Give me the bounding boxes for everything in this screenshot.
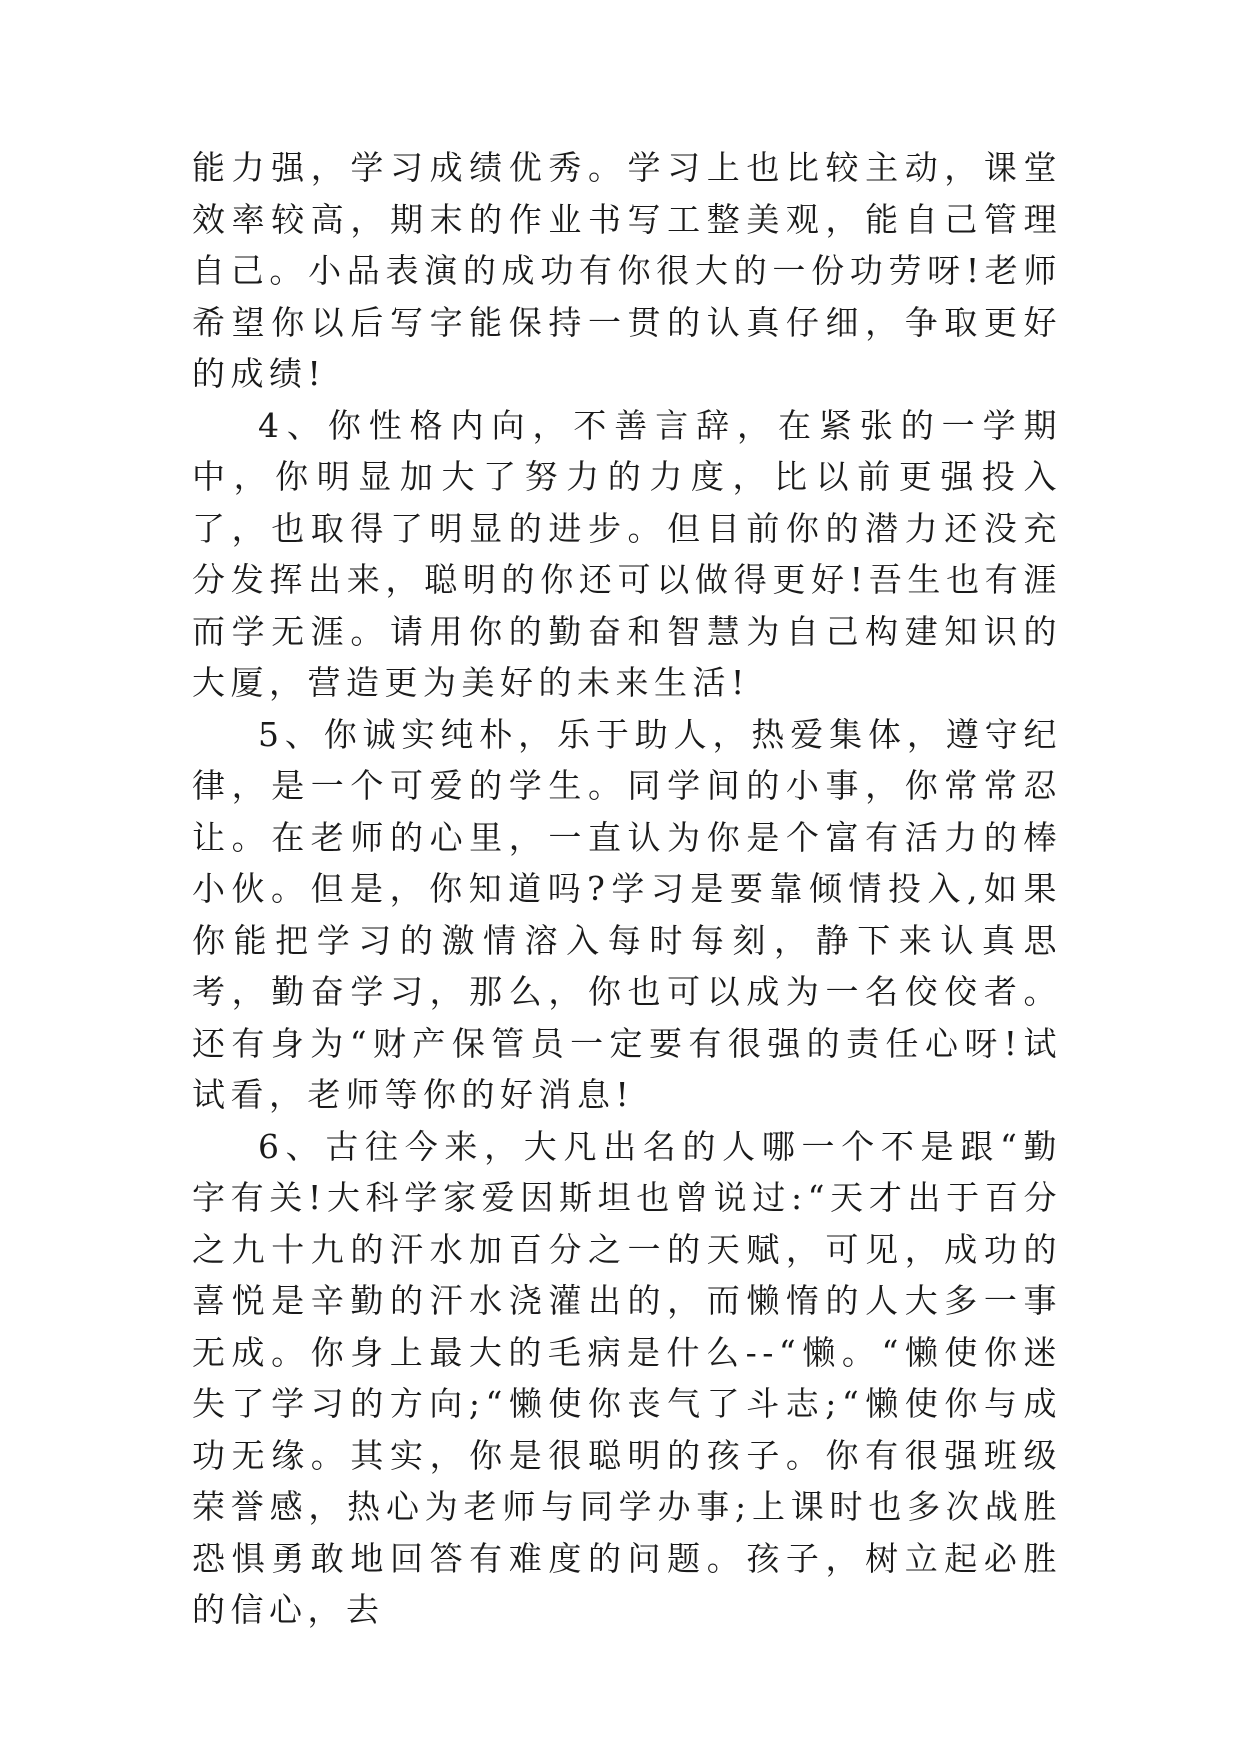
- paragraph-continued: 能力强，学习成绩优秀。学习上也比较主动，课堂效率较高，期末的作业书写工整美观，能自己管理自己。小品表演的成功有你很大的一份功劳呀!老师希望你以后写字能保持一贯的认真仔细，争取更好的成绩!: [192, 148, 1062, 393]
- document-body: [192, 142, 1062, 1636]
- paragraph-item-5: 5、你诚实纯朴，乐于助人，热爱集体，遵守纪律，是一个可爱的学生。同学间的小事，你常常忍让。在老师的心里，一直认为你是个富有活力的棒小伙。但是，你知道吗?学习是要靠倾情投入,如果你能把学习的激情溶入每时每刻，静下来认真思考，勤奋学习，那么，你也可以成为一名佼佼者。还有身为“财产保管员一定要有很强的责任心呀!试试看，老师等你的好消息!: [192, 714, 1062, 1114]
- paragraph-item-6: 6、古往今来，大凡出名的人哪一个不是跟“勤字有关!大科学家爱因斯坦也曾说过:“天才出于百分之九十九的汗水加百分之一的天赋，可见，成功的喜悦是辛勤的汗水浇灌出的，而懒惰的人大多一事无成。你身上最大的毛病是什么--“懒。“懒使你迷失了学习的方向;“懒使你丧气了斗志;“懒使你与成功无缘。其实，你是很聪明的孩子。你有很强班级荣誉感，热心为老师与同学办事;上课时也多次战胜恐惧勇敢地回答有难度的问题。孩子，树立起必胜的信心，去: [192, 1126, 1062, 1629]
- paragraph-item-4: 4、你性格内向，不善言辞，在紧张的一学期中，你明显加大了努力的力度，比以前更强投入了，也取得了明显的进步。但目前你的潜力还没充分发挥出来，聪明的你还可以做得更好!吾生也有涯而学无涯。请用你的勤奋和智慧为自己构建知识的大厦，营造更为美好的未来生活!: [192, 405, 1062, 702]
